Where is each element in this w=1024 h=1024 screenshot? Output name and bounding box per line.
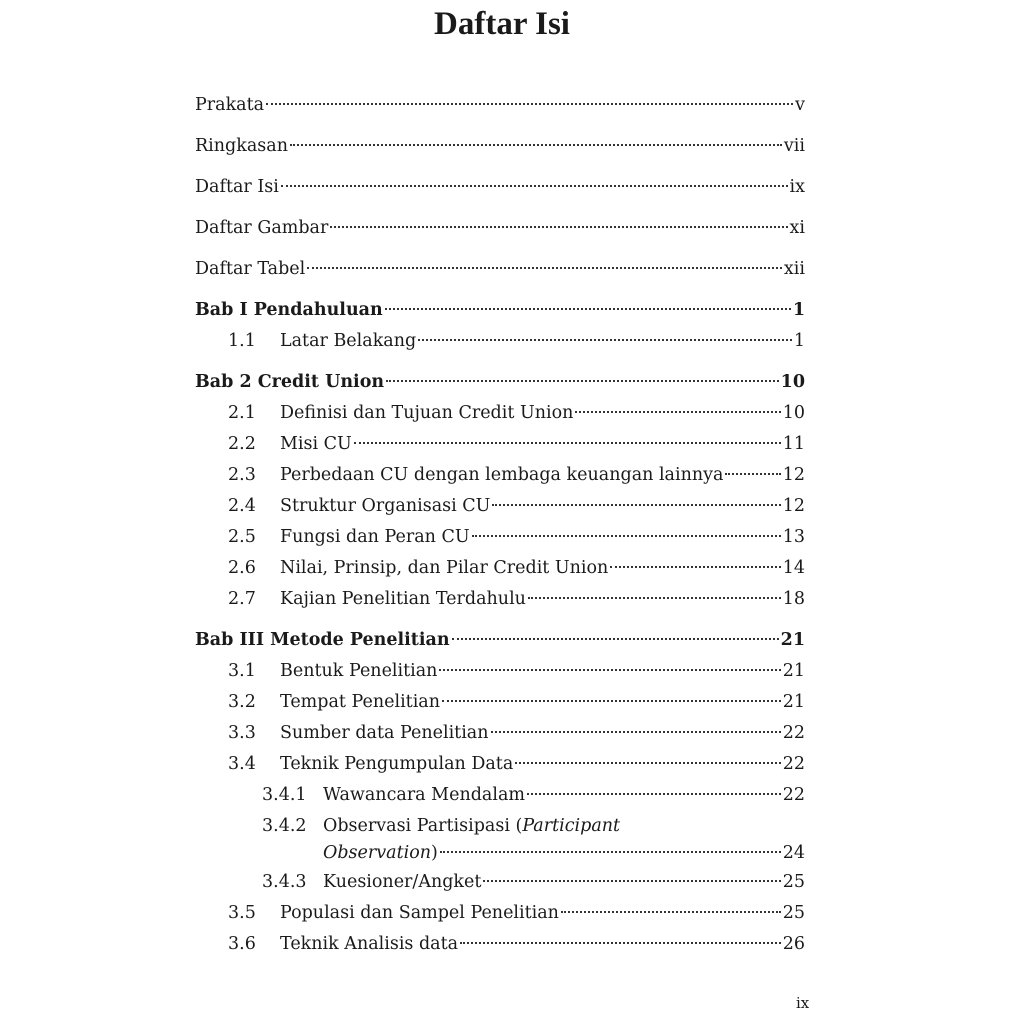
toc-section[interactable] bbox=[195, 491, 805, 522]
entry-page: 22 bbox=[782, 723, 805, 743]
entry-label: Teknik Pengumpulan Data bbox=[280, 754, 514, 774]
leader-dots bbox=[386, 380, 779, 382]
entry-label: Tempat Penelitian bbox=[280, 692, 440, 712]
entry-page: 26 bbox=[782, 934, 805, 954]
entry-page: 21 bbox=[780, 630, 805, 650]
entry-label: Bab I Pendahuluan bbox=[195, 300, 383, 320]
toc-section[interactable] bbox=[195, 398, 805, 429]
leader-dots bbox=[610, 566, 780, 568]
leader-dots bbox=[725, 473, 780, 475]
toc-section[interactable] bbox=[195, 929, 805, 960]
entry-label: Daftar Tabel bbox=[195, 259, 306, 279]
entry-page: 25 bbox=[782, 872, 805, 892]
entry-label: Misi CU bbox=[280, 434, 352, 454]
leader-dots bbox=[281, 185, 788, 187]
leader-dots bbox=[515, 762, 780, 764]
section-number: 3.4.2 bbox=[262, 816, 307, 836]
entry-label: Observasi Partisipasi ( bbox=[323, 816, 523, 836]
entry-page: 22 bbox=[782, 754, 805, 774]
toc-section[interactable] bbox=[195, 553, 805, 584]
page-title: Daftar Isi bbox=[434, 6, 570, 42]
leader-dots bbox=[561, 911, 781, 913]
toc-subsection[interactable] bbox=[195, 780, 805, 811]
leader-dots bbox=[491, 731, 781, 733]
section-number: 2.4 bbox=[228, 496, 256, 516]
toc-section[interactable] bbox=[195, 522, 805, 553]
leader-dots bbox=[575, 411, 780, 413]
leader-dots bbox=[442, 700, 781, 702]
page-number: ix bbox=[796, 994, 810, 1012]
leader-dots bbox=[439, 669, 780, 671]
leader-dots bbox=[290, 144, 782, 146]
entry-label: Perbedaan CU dengan lembaga keuangan lainnya bbox=[280, 465, 724, 485]
section-number: 3.4 bbox=[228, 754, 256, 774]
section-number: 2.7 bbox=[228, 589, 256, 609]
section-number: 3.6 bbox=[228, 934, 256, 954]
section-number: 3.4.3 bbox=[262, 872, 307, 892]
entry-page: 10 bbox=[780, 372, 805, 392]
toc-section[interactable] bbox=[195, 460, 805, 491]
leader-dots bbox=[492, 504, 780, 506]
toc-chapter-3[interactable] bbox=[195, 625, 805, 656]
entry-label: Populasi dan Sampel Penelitian bbox=[280, 903, 559, 923]
leader-dots bbox=[528, 597, 781, 599]
entry-page: 21 bbox=[782, 692, 805, 712]
entry-label: Fungsi dan Peran CU bbox=[280, 527, 470, 547]
leader-dots bbox=[440, 851, 781, 853]
entry-page: 18 bbox=[782, 589, 805, 609]
leader-dots bbox=[354, 442, 781, 444]
toc-chapter-2[interactable] bbox=[195, 367, 805, 398]
section-number: 2.6 bbox=[228, 558, 256, 578]
section-number: 1.1 bbox=[228, 331, 256, 351]
toc-subsection[interactable] bbox=[195, 811, 805, 867]
entry-label: Daftar Isi bbox=[195, 177, 279, 197]
section-number: 2.1 bbox=[228, 403, 256, 423]
entry-label: Bab 2 Credit Union bbox=[195, 372, 385, 392]
toc-section[interactable] bbox=[195, 429, 805, 460]
section-number: 3.5 bbox=[228, 903, 256, 923]
leader-dots bbox=[527, 793, 781, 795]
toc-entry-daftar-isi[interactable] bbox=[195, 172, 805, 203]
section-number: 2.2 bbox=[228, 434, 256, 454]
entry-page: xi bbox=[789, 218, 805, 238]
entry-page: xii bbox=[783, 259, 805, 279]
entry-page: 10 bbox=[782, 403, 805, 423]
entry-label: Nilai, Prinsip, dan Pilar Credit Union bbox=[280, 558, 609, 578]
table-of-contents bbox=[195, 90, 805, 960]
toc-section[interactable] bbox=[195, 898, 805, 929]
entry-page: vii bbox=[783, 136, 805, 156]
section-number: 3.1 bbox=[228, 661, 256, 681]
entry-label: Kuesioner/Angket bbox=[323, 872, 482, 892]
leader-dots bbox=[472, 535, 781, 537]
entry-label: Bab III Metode Penelitian bbox=[195, 630, 450, 650]
leader-dots bbox=[266, 103, 793, 105]
toc-subsection[interactable] bbox=[195, 867, 805, 898]
toc-section[interactable] bbox=[195, 687, 805, 718]
entry-label-italic-2: Observation bbox=[323, 843, 432, 863]
leader-dots bbox=[307, 267, 782, 269]
entry-label: Definisi dan Tujuan Credit Union bbox=[280, 403, 574, 423]
entry-page: 1 bbox=[793, 331, 805, 351]
section-number: 2.5 bbox=[228, 527, 256, 547]
toc-entry-prakata[interactable] bbox=[195, 90, 805, 121]
entry-label: Wawancara Mendalam bbox=[323, 785, 525, 805]
toc-section[interactable] bbox=[195, 326, 805, 357]
leader-dots bbox=[452, 638, 779, 640]
entry-label: Kajian Penelitian Terdahulu bbox=[280, 589, 526, 609]
entry-page: 22 bbox=[782, 785, 805, 805]
section-number: 2.3 bbox=[228, 465, 256, 485]
leader-dots bbox=[460, 942, 781, 944]
leader-dots bbox=[385, 308, 791, 310]
entry-page: 12 bbox=[782, 496, 805, 516]
toc-section[interactable] bbox=[195, 718, 805, 749]
entry-page: 14 bbox=[782, 558, 805, 578]
toc-section[interactable] bbox=[195, 749, 805, 780]
entry-page: 25 bbox=[782, 903, 805, 923]
entry-label-italic: Participant bbox=[522, 816, 621, 836]
entry-page: 1 bbox=[792, 300, 805, 320]
section-number: 3.3 bbox=[228, 723, 256, 743]
entry-label: Prakata bbox=[195, 95, 265, 115]
entry-label: Ringkasan bbox=[195, 136, 288, 156]
entry-page: 24 bbox=[782, 843, 805, 863]
entry-page: 11 bbox=[782, 434, 805, 454]
entry-label: Teknik Analisis data bbox=[280, 934, 459, 954]
toc-entry-daftar-tabel[interactable] bbox=[195, 254, 805, 285]
entry-page: ix bbox=[789, 177, 805, 197]
entry-label: Struktur Organisasi CU bbox=[280, 496, 491, 516]
section-number: 3.4.1 bbox=[262, 785, 307, 805]
entry-label: Sumber data Penelitian bbox=[280, 723, 489, 743]
entry-page: 13 bbox=[782, 527, 805, 547]
entry-label: Latar Belakang bbox=[280, 331, 417, 351]
entry-label: Daftar Gambar bbox=[195, 218, 329, 238]
toc-section[interactable] bbox=[195, 584, 805, 615]
toc-entry-ringkasan[interactable] bbox=[195, 131, 805, 162]
entry-label-end: ) bbox=[431, 843, 438, 863]
section-number: 3.2 bbox=[228, 692, 256, 712]
toc-section[interactable] bbox=[195, 656, 805, 687]
toc-chapter-1[interactable] bbox=[195, 295, 805, 326]
entry-label: Bentuk Penelitian bbox=[280, 661, 438, 681]
leader-dots bbox=[483, 880, 780, 882]
entry-page: v bbox=[795, 95, 805, 115]
entry-page: 12 bbox=[782, 465, 805, 485]
entry-page: 21 bbox=[782, 661, 805, 681]
leader-dots bbox=[418, 339, 792, 341]
toc-entry-daftar-gambar[interactable] bbox=[195, 213, 805, 244]
leader-dots bbox=[330, 226, 787, 228]
